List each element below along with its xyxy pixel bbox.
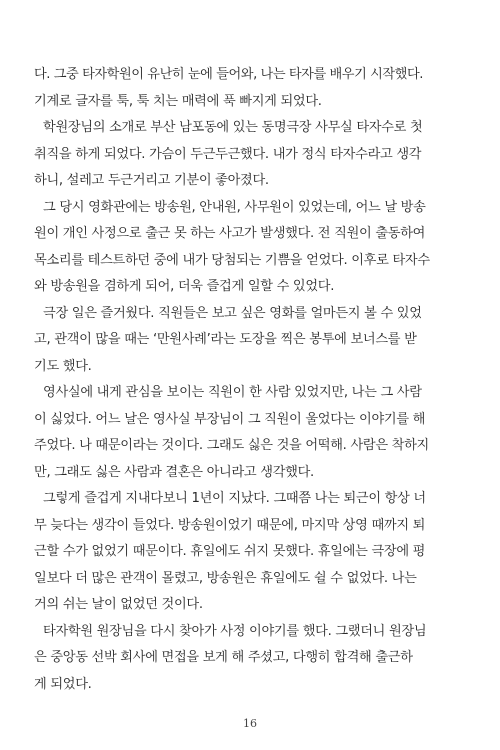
text-line: 기도 했다. (34, 358, 92, 374)
text-line: 주었다. 나 때문이라는 것이다. 그래도 싫은 것을 어떡해. 사람은 착하지 (34, 438, 429, 453)
body-text (34, 62, 470, 698)
text-line: 취직을 하게 되었다. 가슴이 두근두근했다. 내가 정식 타자수라고 생각 (34, 146, 422, 162)
text-line: 와 방송원을 겸하게 되어, 더욱 즐겁게 일할 수 있었다. (34, 279, 335, 294)
text-line: 다. 그중 타자학원이 유난히 눈에 들어와, 나는 타자를 배우기 시작했다. (34, 67, 423, 82)
text-line: 학원장님의 소개로 부산 남포동에 있는 동명극장 사무실 타자수로 첫 (43, 120, 423, 135)
text-line: 일보다 더 많은 관객이 몰렸고, 방송원은 휴일에도 쉴 수 없었다. 나는 (34, 570, 417, 586)
text-line: 무 늦다는 생각이 들었다. 방송원이었기 때문에, 마지막 상영 때까지 퇴 (34, 517, 426, 533)
text-line: 기계로 글자를 툭, 툭 치는 매력에 푹 빠지게 되었다. (34, 93, 322, 109)
text-line: 만, 그래도 싫은 사람과 결혼은 아니라고 생각했다. (34, 464, 314, 480)
text-line: 타자학원 원장님을 다시 찾아가 사정 이야기를 했다. 그랬더니 원장님 (43, 623, 427, 639)
text-line: 은 중앙동 선박 회사에 면접을 보게 해 주셨고, 다행히 합격해 출근하 (34, 650, 413, 665)
page-number: 16 (243, 717, 257, 730)
text-line: 원이 개인 사정으로 출근 못 하는 사고가 발생했다. 전 직원이 출동하여 (34, 226, 426, 241)
text-line: 하니, 설레고 두근거리고 기분이 좋아졌다. (34, 173, 269, 188)
text-line: 그렇게 즐겁게 지내다보니 1년이 지났다. 그때쯤 나는 퇴근이 항상 너 (43, 491, 426, 506)
text-line: 근할 수가 없었기 때문이다. 휴일에도 쉬지 못했다. 휴일에는 극장에 평 (34, 544, 426, 559)
text-line: 목소리를 테스트하던 중에 내가 당첨되는 기쁨을 얻었다. 이후로 타자수 (34, 252, 430, 268)
text-line: 그 당시 영화관에는 방송원, 안내원, 사무원이 있었는데, 어느 날 방송 (43, 199, 426, 215)
text-line: 거의 쉬는 날이 없었던 것이다. (34, 597, 203, 612)
text-line: 이 싫었다. 어느 날은 영사실 부장님이 그 직원이 울었다는 이야기를 해 (34, 411, 426, 427)
text-line: 게 되었다. (34, 676, 92, 692)
text-line: 극장 일은 즐거웠다. 직원들은 보고 싶은 영화를 얼마든지 볼 수 있었 (43, 305, 422, 321)
text-line: 영사실에 내게 관심을 보이는 직원이 한 사람 있었지만, 나는 그 사람 (43, 385, 422, 400)
text-line: 고, 관객이 많을 때는 ‘만원사례’라는 도장을 찍은 봉투에 보너스를 받 (34, 332, 417, 347)
